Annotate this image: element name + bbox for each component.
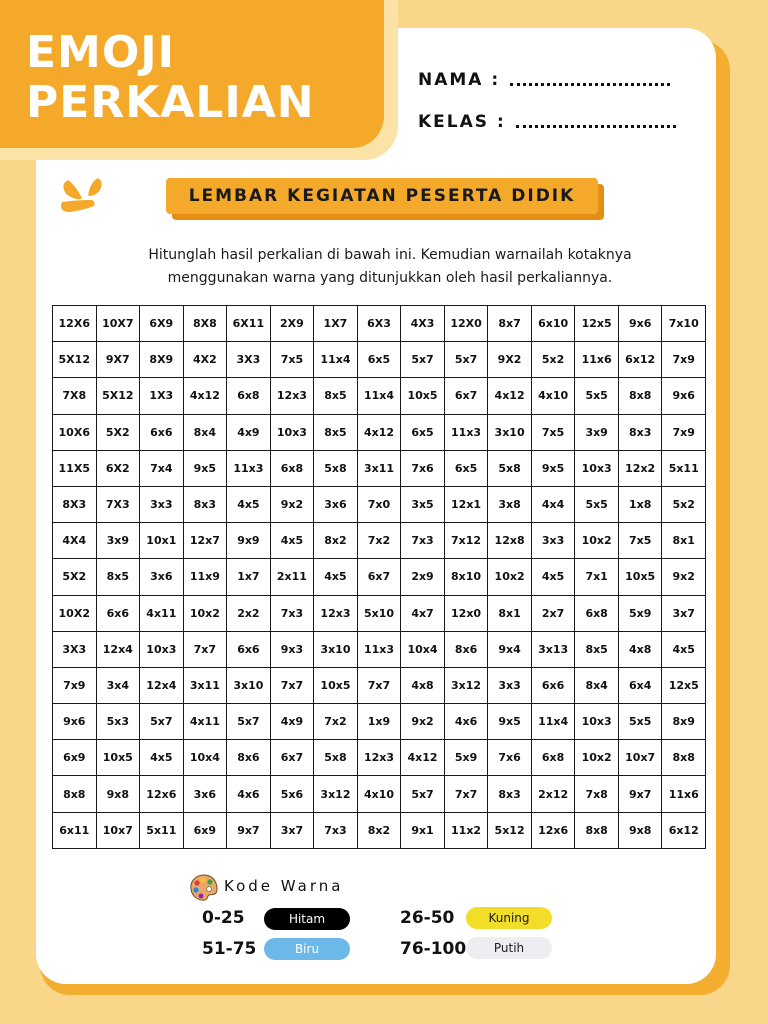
grid-cell[interactable]: 12x6	[531, 812, 575, 848]
grid-cell[interactable]: 9x2	[270, 486, 314, 522]
grid-row	[53, 378, 706, 414]
grid-cell[interactable]: 5x7	[227, 704, 271, 740]
grid-cell[interactable]: 10X7	[96, 306, 140, 342]
grid-cell[interactable]: 3x8	[488, 486, 532, 522]
grid-cell[interactable]: 8x1	[488, 595, 532, 631]
grid-cell[interactable]: 6x5	[444, 450, 488, 486]
grid-cell[interactable]: 8x8	[53, 776, 97, 812]
grid-cell[interactable]: 7x7	[444, 776, 488, 812]
grid-cell[interactable]: 4x8	[618, 631, 662, 667]
grid-cell[interactable]: 9x1	[401, 812, 445, 848]
grid-cell[interactable]: 11x3	[227, 450, 271, 486]
grid-cell[interactable]: 9x2	[401, 704, 445, 740]
grid-cell[interactable]: 3x6	[314, 486, 358, 522]
palette-icon	[188, 872, 220, 904]
grid-cell[interactable]: 8x10	[444, 559, 488, 595]
grid-cell[interactable]: 2X9	[270, 306, 314, 342]
grid-cell[interactable]: 8x4	[575, 667, 619, 703]
grid-cell[interactable]: 3x6	[183, 776, 227, 812]
grid-cell[interactable]: 3x13	[531, 631, 575, 667]
grid-cell[interactable]: 5x6	[270, 776, 314, 812]
grid-cell[interactable]: 5x3	[96, 704, 140, 740]
grid-cell[interactable]: 1X3	[140, 378, 184, 414]
grid-cell[interactable]: 12x3	[270, 378, 314, 414]
grid-row	[53, 450, 706, 486]
grid-cell[interactable]: 7x0	[357, 486, 401, 522]
grid-cell[interactable]: 3X3	[53, 631, 97, 667]
grid-cell[interactable]: 11x3	[357, 631, 401, 667]
grid-cell[interactable]: 7x3	[401, 523, 445, 559]
grid-cell[interactable]: 7x5	[270, 342, 314, 378]
grid-cell[interactable]: 7x1	[575, 559, 619, 595]
grid-cell[interactable]: 10x5	[314, 667, 358, 703]
grid-cell[interactable]: 2x12	[531, 776, 575, 812]
grid-cell[interactable]: 8x3	[618, 414, 662, 450]
grid-cell[interactable]: 7x5	[531, 414, 575, 450]
grid-cell[interactable]: 5x2	[662, 486, 706, 522]
grid-cell[interactable]: 6x8	[531, 740, 575, 776]
grid-cell[interactable]: 4x5	[227, 486, 271, 522]
grid-cell[interactable]: 5x11	[140, 812, 184, 848]
grid-cell[interactable]: 12x7	[183, 523, 227, 559]
grid-cell[interactable]: 7x3	[270, 595, 314, 631]
grid-cell[interactable]: 3x12	[314, 776, 358, 812]
kelas-label: KELAS :	[418, 112, 506, 132]
grid-cell[interactable]: 10x3	[575, 704, 619, 740]
grid-row	[53, 595, 706, 631]
grid-cell[interactable]: 8x3	[183, 486, 227, 522]
grid-cell[interactable]: 3x10	[314, 631, 358, 667]
grid-cell[interactable]: 10x4	[183, 740, 227, 776]
grid-cell[interactable]: 8x8	[662, 740, 706, 776]
grid-cell[interactable]: 7X3	[96, 486, 140, 522]
grid-cell[interactable]: 10x2	[575, 523, 619, 559]
grid-cell[interactable]: 4X4	[53, 523, 97, 559]
grid-cell[interactable]: 3x3	[531, 523, 575, 559]
grid-cell[interactable]: 5x7	[444, 342, 488, 378]
grid-cell[interactable]: 5x10	[357, 595, 401, 631]
grid-cell[interactable]: 7X8	[53, 378, 97, 414]
grid-cell[interactable]: 2x2	[227, 595, 271, 631]
grid-cell[interactable]: 9x6	[53, 704, 97, 740]
grid-cell[interactable]: 6x8	[575, 595, 619, 631]
grid-cell[interactable]: 12x5	[662, 667, 706, 703]
title-line-1: EMOJI	[26, 27, 175, 78]
grid-row	[53, 667, 706, 703]
grid-cell[interactable]: 7x12	[444, 523, 488, 559]
grid-cell[interactable]: 4x10	[357, 776, 401, 812]
grid-cell[interactable]: 4X3	[401, 306, 445, 342]
grid-cell[interactable]: 5x11	[662, 450, 706, 486]
grid-cell[interactable]: 8x5	[314, 378, 358, 414]
grid-cell[interactable]: 9x3	[270, 631, 314, 667]
legend-range-2: 51-75	[202, 939, 257, 959]
grid-cell[interactable]: 10x2	[183, 595, 227, 631]
grid-cell[interactable]: 3x3	[140, 486, 184, 522]
grid-cell[interactable]: 4x5	[531, 559, 575, 595]
grid-cell[interactable]: 3x7	[270, 812, 314, 848]
grid-cell[interactable]: 4X2	[183, 342, 227, 378]
grid-cell[interactable]: 6x4	[618, 667, 662, 703]
grid-cell[interactable]: 3x6	[140, 559, 184, 595]
grid-cell[interactable]: 4x5	[662, 631, 706, 667]
grid-cell[interactable]: 12X0	[444, 306, 488, 342]
grid-cell[interactable]: 7x2	[314, 704, 358, 740]
grid-cell[interactable]: 8x4	[183, 414, 227, 450]
grid-cell[interactable]: 6x8	[270, 450, 314, 486]
grid-cell[interactable]: 10x5	[401, 378, 445, 414]
grid-cell[interactable]: 11x4	[531, 704, 575, 740]
grid-cell[interactable]: 12x8	[488, 523, 532, 559]
grid-cell[interactable]: 4x12	[357, 414, 401, 450]
grid-cell[interactable]: 4x11	[140, 595, 184, 631]
grid-cell[interactable]: 3X3	[227, 342, 271, 378]
grid-cell[interactable]: 9x9	[227, 523, 271, 559]
grid-cell[interactable]: 8X8	[183, 306, 227, 342]
grid-cell[interactable]: 3x10	[488, 414, 532, 450]
multiplication-grid	[52, 305, 706, 849]
grid-cell[interactable]: 4x6	[227, 776, 271, 812]
grid-row	[53, 414, 706, 450]
grid-cell[interactable]: 6x7	[357, 559, 401, 595]
grid-cell[interactable]: 9x7	[618, 776, 662, 812]
grid-cell[interactable]: 12x3	[357, 740, 401, 776]
grid-cell[interactable]: 12x0	[444, 595, 488, 631]
grid-cell[interactable]: 8X3	[53, 486, 97, 522]
grid-cell[interactable]: 11x6	[662, 776, 706, 812]
grid-cell[interactable]: 10x3	[575, 450, 619, 486]
grid-cell[interactable]: 5x5	[618, 704, 662, 740]
grid-cell[interactable]: 8x5	[96, 559, 140, 595]
grid-cell[interactable]: 6x11	[53, 812, 97, 848]
grid-cell[interactable]: 10X2	[53, 595, 97, 631]
grid-cell[interactable]: 3x10	[227, 667, 271, 703]
grid-cell[interactable]: 3x9	[96, 523, 140, 559]
grid-cell[interactable]: 3x11	[183, 667, 227, 703]
grid-cell[interactable]: 6x9	[53, 740, 97, 776]
grid-cell[interactable]: 7x4	[140, 450, 184, 486]
grid-cell[interactable]: 5x7	[140, 704, 184, 740]
grid-cell[interactable]: 4x7	[401, 595, 445, 631]
grid-cell[interactable]: 4x5	[270, 523, 314, 559]
grid-cell[interactable]: 4x12	[488, 378, 532, 414]
grid-cell[interactable]: 7x3	[314, 812, 358, 848]
grid-cell[interactable]: 7x9	[53, 667, 97, 703]
grid-cell[interactable]: 8x8	[618, 378, 662, 414]
grid-row	[53, 559, 706, 595]
grid-cell[interactable]: 10x4	[401, 631, 445, 667]
grid-cell[interactable]: 6x10	[531, 306, 575, 342]
grid-cell[interactable]: 12x4	[140, 667, 184, 703]
grid-cell[interactable]: 2x11	[270, 559, 314, 595]
grid-cell[interactable]: 5x8	[314, 450, 358, 486]
grid-cell[interactable]: 11x9	[183, 559, 227, 595]
grid-cell[interactable]: 7x7	[270, 667, 314, 703]
instruction-line-2: menggunakan warna yang ditunjukkan oleh hasil perkaliannya.	[167, 270, 613, 286]
grid-cell[interactable]: 7x6	[488, 740, 532, 776]
grid-cell[interactable]: 4x12	[183, 378, 227, 414]
grid-cell[interactable]: 8x6	[444, 631, 488, 667]
grid-cell[interactable]: 7x10	[662, 306, 706, 342]
grid-cell[interactable]: 10X6	[53, 414, 97, 450]
legend-title: Kode Warna	[224, 877, 344, 895]
grid-cell[interactable]: 8x7	[488, 306, 532, 342]
grid-cell[interactable]: 6x12	[662, 812, 706, 848]
legend-pill-kuning: Kuning	[466, 907, 552, 929]
nama-field[interactable]	[418, 70, 670, 90]
grid-row	[53, 776, 706, 812]
legend-pill-putih: Putih	[466, 937, 552, 959]
grid-cell[interactable]: 5x7	[401, 776, 445, 812]
grid-cell[interactable]: 9x8	[618, 812, 662, 848]
grid-cell[interactable]: 12x2	[618, 450, 662, 486]
grid-cell[interactable]: 11x3	[444, 414, 488, 450]
grid-cell[interactable]: 6X3	[357, 306, 401, 342]
grid-cell[interactable]: 10x5	[618, 559, 662, 595]
grid-cell[interactable]: 10x7	[96, 812, 140, 848]
grid-cell[interactable]: 4x11	[183, 704, 227, 740]
grid-cell[interactable]: 7x7	[357, 667, 401, 703]
grid-cell[interactable]: 6X11	[227, 306, 271, 342]
instruction-line-1: Hitunglah hasil perkalian di bawah ini. Kemudian warnailah kotaknya	[148, 247, 632, 263]
grid-cell[interactable]: 12x1	[444, 486, 488, 522]
grid-cell[interactable]: 4x8	[401, 667, 445, 703]
grid-cell[interactable]: 4x6	[444, 704, 488, 740]
grid-cell[interactable]: 12x4	[96, 631, 140, 667]
grid-cell[interactable]: 6x6	[531, 667, 575, 703]
grid-cell[interactable]: 11x4	[357, 378, 401, 414]
grid-cell[interactable]: 12x6	[140, 776, 184, 812]
grid-cell[interactable]: 12x5	[575, 306, 619, 342]
grid-cell[interactable]: 4x4	[531, 486, 575, 522]
grid-cell[interactable]: 7x6	[401, 450, 445, 486]
grid-cell[interactable]: 5x9	[444, 740, 488, 776]
grid-cell[interactable]: 7x9	[662, 414, 706, 450]
sparkle-icon	[56, 172, 106, 216]
kelas-field[interactable]	[418, 112, 676, 132]
grid-cell[interactable]: 4x5	[314, 559, 358, 595]
grid-cell[interactable]: 12x3	[314, 595, 358, 631]
grid-cell[interactable]: 11X5	[53, 450, 97, 486]
legend-range-3: 26-50	[400, 908, 455, 928]
grid-cell[interactable]: 7x7	[183, 631, 227, 667]
grid-cell[interactable]: 8X9	[140, 342, 184, 378]
grid-cell[interactable]: 8x5	[575, 631, 619, 667]
kelas-dotted-line[interactable]	[516, 125, 676, 128]
grid-cell[interactable]: 6x9	[183, 812, 227, 848]
grid-cell[interactable]: 5x9	[618, 595, 662, 631]
grid-cell[interactable]: 9x6	[618, 306, 662, 342]
grid-cell[interactable]: 3x9	[575, 414, 619, 450]
grid-cell[interactable]: 8x3	[488, 776, 532, 812]
grid-row	[53, 342, 706, 378]
grid-cell[interactable]: 3x12	[444, 667, 488, 703]
grid-cell[interactable]: 3x4	[96, 667, 140, 703]
grid-row	[53, 306, 706, 342]
grid-cell[interactable]: 5x12	[488, 812, 532, 848]
grid-cell[interactable]: 6x12	[618, 342, 662, 378]
grid-cell[interactable]: 5x2	[531, 342, 575, 378]
legend-range-4: 76-100	[400, 939, 467, 959]
grid-cell[interactable]: 9x4	[488, 631, 532, 667]
grid-cell[interactable]: 8x5	[314, 414, 358, 450]
grid-cell[interactable]: 8x1	[662, 523, 706, 559]
grid-cell[interactable]: 10x3	[270, 414, 314, 450]
grid-cell[interactable]: 5X12	[96, 378, 140, 414]
grid-cell[interactable]: 9X2	[488, 342, 532, 378]
grid-cell[interactable]: 11x6	[575, 342, 619, 378]
grid-cell[interactable]: 9x5	[531, 450, 575, 486]
grid-cell[interactable]: 7x8	[575, 776, 619, 812]
grid-cell[interactable]: 5x5	[575, 378, 619, 414]
grid-cell[interactable]: 6x5	[401, 414, 445, 450]
grid-cell[interactable]: 8x2	[357, 812, 401, 848]
grid-cell[interactable]: 1x8	[618, 486, 662, 522]
grid-cell[interactable]: 5x5	[575, 486, 619, 522]
grid-cell[interactable]: 10x2	[575, 740, 619, 776]
grid-row	[53, 631, 706, 667]
nama-dotted-line[interactable]	[510, 83, 670, 86]
grid-cell[interactable]: 10x2	[488, 559, 532, 595]
grid-row	[53, 523, 706, 559]
title-line-2: PERKALIAN	[26, 77, 315, 128]
grid-cell[interactable]: 2x7	[531, 595, 575, 631]
grid-cell[interactable]: 9x8	[96, 776, 140, 812]
grid-cell[interactable]: 7x5	[618, 523, 662, 559]
grid-cell[interactable]: 3x11	[357, 450, 401, 486]
grid-cell[interactable]: 6x8	[227, 378, 271, 414]
grid-cell[interactable]: 11x2	[444, 812, 488, 848]
legend-pill-biru: Biru	[264, 938, 350, 960]
grid-cell[interactable]: 10x3	[140, 631, 184, 667]
grid-cell[interactable]: 11x4	[314, 342, 358, 378]
grid-row	[53, 740, 706, 776]
grid-cell[interactable]: 1X7	[314, 306, 358, 342]
grid-cell[interactable]: 4x10	[531, 378, 575, 414]
grid-cell[interactable]: 7x9	[662, 342, 706, 378]
grid-cell[interactable]: 4x9	[227, 414, 271, 450]
grid-cell[interactable]: 5x8	[488, 450, 532, 486]
grid-cell[interactable]: 9x5	[488, 704, 532, 740]
grid-cell[interactable]: 8x2	[314, 523, 358, 559]
grid-cell[interactable]: 10x5	[96, 740, 140, 776]
grid-cell[interactable]: 8x9	[662, 704, 706, 740]
grid-cell[interactable]: 2x9	[401, 559, 445, 595]
grid-cell[interactable]: 6x7	[444, 378, 488, 414]
grid-cell[interactable]: 3x3	[488, 667, 532, 703]
grid-cell[interactable]: 9x7	[227, 812, 271, 848]
grid-cell[interactable]: 7x2	[357, 523, 401, 559]
legend-pill-hitam: Hitam	[264, 908, 350, 930]
grid-cell[interactable]: 8x8	[575, 812, 619, 848]
grid-cell[interactable]: 9x2	[662, 559, 706, 595]
grid-cell[interactable]: 12X6	[53, 306, 97, 342]
grid-cell[interactable]: 4x5	[140, 740, 184, 776]
grid-cell[interactable]: 10x7	[618, 740, 662, 776]
grid-cell[interactable]: 6x6	[96, 595, 140, 631]
grid-cell[interactable]: 5X2	[53, 559, 97, 595]
grid-cell[interactable]: 6X9	[140, 306, 184, 342]
grid-cell[interactable]: 6x7	[270, 740, 314, 776]
grid-cell[interactable]: 1x9	[357, 704, 401, 740]
grid-cell[interactable]: 5x7	[401, 342, 445, 378]
grid-cell[interactable]: 3x7	[662, 595, 706, 631]
grid-cell[interactable]: 6X2	[96, 450, 140, 486]
grid-cell[interactable]: 3x5	[401, 486, 445, 522]
nama-label: NAMA :	[418, 70, 501, 90]
grid-cell[interactable]: 5X12	[53, 342, 97, 378]
grid-cell[interactable]: 8x6	[227, 740, 271, 776]
grid-cell[interactable]: 9x5	[183, 450, 227, 486]
grid-cell[interactable]: 6x5	[357, 342, 401, 378]
grid-row	[53, 486, 706, 522]
grid-cell[interactable]: 5x8	[314, 740, 358, 776]
grid-cell[interactable]: 6x6	[227, 631, 271, 667]
legend-range-1: 0-25	[202, 908, 245, 928]
grid-cell[interactable]: 4x9	[270, 704, 314, 740]
banner-title: LEMBAR KEGIATAN PESERTA DIDIK	[166, 178, 598, 214]
grid-cell[interactable]: 6x6	[140, 414, 184, 450]
grid-cell[interactable]: 1x7	[227, 559, 271, 595]
title-box	[0, 0, 384, 148]
grid-cell[interactable]: 4x12	[401, 740, 445, 776]
grid-cell[interactable]: 5X2	[96, 414, 140, 450]
grid-cell[interactable]: 10x1	[140, 523, 184, 559]
grid-cell[interactable]: 9X7	[96, 342, 140, 378]
grid-cell[interactable]: 9x6	[662, 378, 706, 414]
grid-row	[53, 704, 706, 740]
grid-row	[53, 812, 706, 848]
